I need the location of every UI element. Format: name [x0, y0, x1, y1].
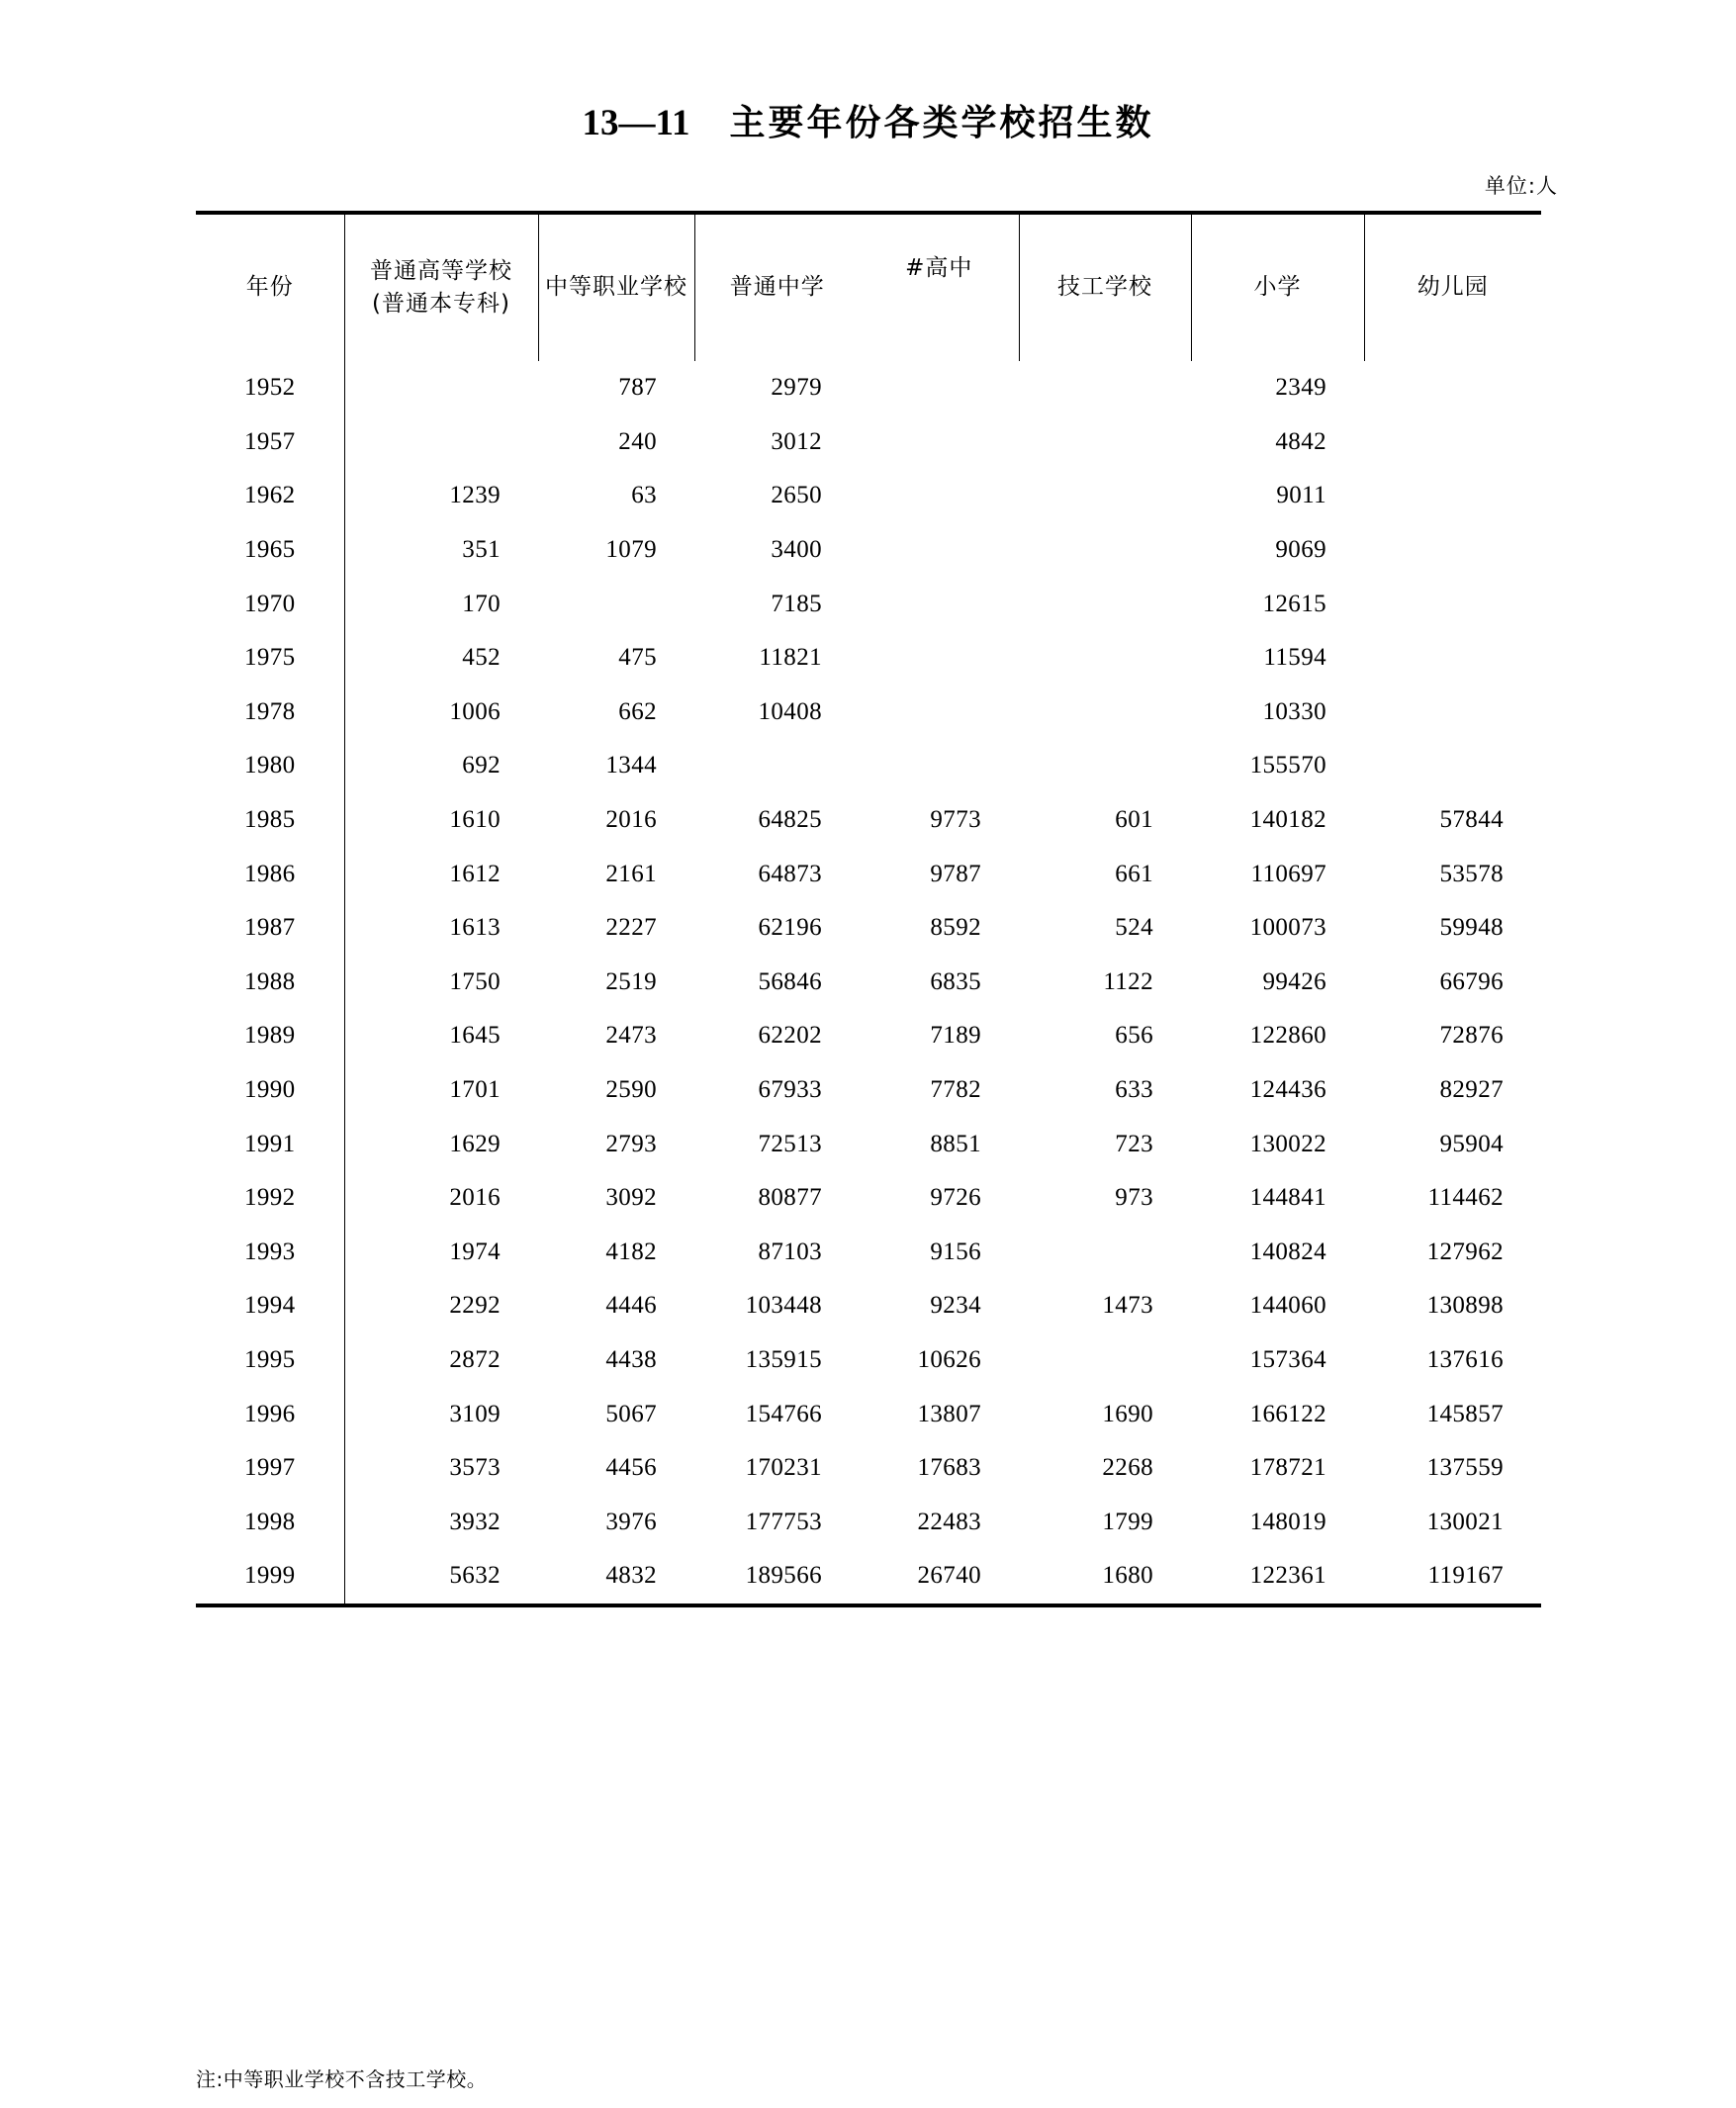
table-cell-primary: 178721	[1249, 1454, 1326, 1482]
table-cell-primary: 9011	[1276, 482, 1326, 509]
table-cell-kindergarten	[1364, 739, 1541, 793]
table-cell-kindergarten: 145857	[1426, 1400, 1504, 1427]
row-year-cell: 1998	[196, 1495, 344, 1549]
table-cell-middle: 87103	[758, 1237, 822, 1265]
table-cell-primary: 144060	[1249, 1292, 1326, 1320]
table-cell-vocational: 1344	[605, 752, 657, 779]
table-cell-vocational: 3976	[605, 1508, 657, 1535]
table-cell-kindergarten	[1364, 686, 1541, 740]
table-cell-higher: 2872	[449, 1345, 501, 1373]
table-cell-technical: 723	[1115, 1130, 1153, 1157]
table-cell-senior	[860, 523, 1019, 578]
table-cell-senior: 17683	[917, 1454, 981, 1482]
table-cell-middle: 64825	[758, 806, 822, 834]
column-header-kindergarten	[1364, 215, 1541, 361]
column-header-higher-line1: 普通高等学校	[370, 257, 512, 284]
table-footnote: 注:中等职业学校不含技工学校。	[196, 2067, 488, 2091]
table-cell-middle: 170231	[745, 1454, 822, 1482]
table-cell-higher: 2292	[449, 1292, 501, 1320]
table-row	[196, 1441, 1541, 1496]
table-cell-middle: 7185	[771, 590, 822, 617]
table-cell-middle: 62202	[758, 1022, 822, 1050]
table-cell-higher: 351	[462, 536, 501, 564]
table-cell-primary: 157364	[1249, 1345, 1326, 1373]
table-cell-technical: 1680	[1102, 1562, 1153, 1590]
table-cell-higher: 692	[462, 752, 501, 779]
row-year-cell: 1962	[196, 469, 344, 523]
table-cell-higher: 3573	[449, 1454, 501, 1482]
row-year-cell: 1978	[196, 686, 344, 740]
row-year-cell: 1965	[196, 523, 344, 578]
table-title: 主要年份各类学校招生数	[729, 103, 1154, 143]
table-cell-kindergarten	[1364, 577, 1541, 631]
table-row	[196, 523, 1541, 578]
table-cell-kindergarten: 95904	[1439, 1130, 1504, 1157]
column-header-higher-line2: (普通本专科)	[372, 291, 510, 317]
table-cell-vocational: 4182	[605, 1237, 657, 1265]
table-cell-kindergarten: 137559	[1426, 1454, 1504, 1482]
table-cell-senior: 9156	[930, 1237, 981, 1265]
table-cell-middle: 2650	[771, 482, 822, 509]
table-cell-senior	[860, 686, 1019, 740]
table-cell-senior: 26740	[917, 1562, 981, 1590]
table-cell-kindergarten: 53578	[1439, 860, 1504, 887]
table-body	[196, 361, 1541, 1604]
table-cell-vocational: 4832	[605, 1562, 657, 1590]
table-cell-vocational: 63	[631, 482, 657, 509]
table-cell-primary: 12615	[1262, 590, 1326, 617]
table-cell-primary: 4842	[1275, 427, 1326, 455]
column-header-middle-school-label: 普通中学	[729, 274, 825, 301]
table-cell-middle: 67933	[758, 1076, 822, 1104]
table-cell-kindergarten	[1364, 523, 1541, 578]
table-cell-vocational: 2793	[605, 1130, 657, 1157]
row-year-cell: 1997	[196, 1441, 344, 1496]
table-row	[196, 1495, 1541, 1549]
table-cell-higher: 1750	[449, 967, 501, 995]
table-cell-senior: 22483	[917, 1508, 981, 1535]
row-year-cell: 1990	[196, 1063, 344, 1118]
table-cell-technical: 1690	[1102, 1400, 1153, 1427]
table-row	[196, 1171, 1541, 1226]
table-cell-vocational: 2016	[605, 806, 657, 834]
table-cell-kindergarten: 72876	[1439, 1022, 1504, 1050]
table-cell-senior	[860, 361, 1019, 415]
row-year-cell: 1992	[196, 1171, 344, 1226]
table-cell-middle: 154766	[745, 1400, 822, 1427]
table-cell-primary: 144841	[1249, 1184, 1326, 1212]
row-year-cell: 1980	[196, 739, 344, 793]
table-cell-primary: 9069	[1275, 536, 1326, 564]
statistics-table	[196, 215, 1541, 1604]
row-year-cell: 1970	[196, 577, 344, 631]
table-cell-kindergarten: 57844	[1439, 806, 1504, 834]
table-cell-technical	[1019, 523, 1191, 578]
table-row	[196, 686, 1541, 740]
table-cell-higher: 1629	[449, 1130, 501, 1157]
table-cell-higher: 452	[462, 644, 501, 672]
table-cell-senior	[860, 415, 1019, 470]
table-cell-kindergarten: 127962	[1426, 1237, 1504, 1265]
table-cell-kindergarten	[1364, 631, 1541, 686]
row-year-cell: 1975	[196, 631, 344, 686]
table-number: 13—11	[582, 103, 690, 143]
table-cell-technical	[1019, 361, 1191, 415]
table-cell-primary: 2349	[1275, 374, 1326, 402]
table-row	[196, 1333, 1541, 1388]
table-cell-primary: 166122	[1249, 1400, 1326, 1427]
table-cell-middle: 10408	[758, 697, 822, 725]
row-year-cell: 1988	[196, 956, 344, 1010]
table-cell-kindergarten	[1364, 469, 1541, 523]
table-row	[196, 1009, 1541, 1063]
table-cell-kindergarten: 66796	[1439, 967, 1504, 995]
table-cell-higher: 1006	[449, 697, 501, 725]
row-year-cell: 1994	[196, 1279, 344, 1333]
table-row	[196, 847, 1541, 901]
table-row	[196, 1387, 1541, 1441]
table-cell-primary: 122860	[1249, 1022, 1326, 1050]
table-row	[196, 469, 1541, 523]
table-cell-vocational: 2227	[605, 914, 657, 942]
table-cell-vocational: 662	[618, 697, 657, 725]
column-header-kindergarten-label: 幼儿园	[1416, 274, 1489, 301]
table-cell-middle: 103448	[745, 1292, 822, 1320]
table-cell-higher: 1610	[449, 806, 501, 834]
table-cell-senior: 8592	[930, 914, 981, 942]
table-row	[196, 793, 1541, 848]
column-header-primary-label: 小学	[1253, 274, 1302, 301]
table-cell-vocational: 4438	[605, 1345, 657, 1373]
table-cell-vocational: 2473	[605, 1022, 657, 1050]
table-cell-senior	[860, 577, 1019, 631]
table-cell-higher: 1612	[449, 860, 501, 887]
table-cell-kindergarten: 130898	[1426, 1292, 1504, 1320]
statistics-table-wrapper	[196, 211, 1541, 1607]
table-cell-higher: 1645	[449, 1022, 501, 1050]
table-cell-technical: 524	[1115, 914, 1153, 942]
table-cell-higher: 2016	[449, 1184, 501, 1212]
table-cell-senior	[860, 631, 1019, 686]
table-row	[196, 1279, 1541, 1333]
table-cell-primary: 100073	[1249, 914, 1326, 942]
table-cell-higher: 3932	[449, 1508, 501, 1535]
table-cell-vocational: 240	[618, 427, 657, 455]
table-header-row	[196, 215, 1541, 361]
table-cell-senior: 7782	[930, 1076, 981, 1104]
table-cell-higher: 1239	[449, 482, 501, 509]
table-cell-middle: 189566	[745, 1562, 822, 1590]
table-cell-primary: 140182	[1249, 806, 1326, 834]
table-cell-technical	[1019, 577, 1191, 631]
row-year-cell: 1995	[196, 1333, 344, 1388]
table-cell-middle: 2979	[771, 374, 822, 402]
table-cell-higher: 5632	[449, 1562, 501, 1590]
table-cell-kindergarten: 119167	[1427, 1562, 1504, 1590]
column-header-senior-high	[860, 215, 1019, 361]
table-cell-middle: 177753	[745, 1508, 822, 1535]
table-cell-higher: 1701	[449, 1076, 501, 1104]
table-row	[196, 415, 1541, 470]
table-cell-technical	[1019, 739, 1191, 793]
table-cell-technical	[1019, 631, 1191, 686]
table-cell-primary: 122361	[1249, 1562, 1326, 1590]
table-cell-senior: 8851	[930, 1130, 981, 1157]
table-cell-higher	[344, 415, 538, 470]
table-cell-kindergarten: 137616	[1426, 1345, 1504, 1373]
row-year-cell: 1957	[196, 415, 344, 470]
table-cell-senior: 7189	[930, 1022, 981, 1050]
table-cell-vocational: 2590	[605, 1076, 657, 1104]
unit-label: 单位:人	[1484, 174, 1558, 198]
table-cell-higher: 170	[462, 590, 501, 617]
table-cell-kindergarten: 59948	[1439, 914, 1504, 942]
table-cell-primary: 148019	[1249, 1508, 1326, 1535]
table-cell-higher: 3109	[449, 1400, 501, 1427]
table-cell-technical: 633	[1115, 1076, 1153, 1104]
table-row	[196, 739, 1541, 793]
table-cell-vocational: 4446	[605, 1292, 657, 1320]
column-header-senior-high-label: #高中	[905, 255, 973, 282]
table-cell-primary: 130022	[1249, 1130, 1326, 1157]
table-cell-technical: 973	[1115, 1184, 1153, 1212]
table-row	[196, 1063, 1541, 1118]
column-header-technical-label: 技工学校	[1057, 274, 1152, 301]
row-year-cell: 1993	[196, 1226, 344, 1280]
table-row	[196, 1549, 1541, 1604]
table-cell-higher	[344, 361, 538, 415]
table-row	[196, 1117, 1541, 1171]
column-header-vocational-label: 中等职业学校	[545, 274, 687, 301]
table-cell-senior: 9787	[930, 860, 981, 887]
table-cell-senior: 10626	[917, 1345, 981, 1373]
table-cell-senior: 9726	[930, 1184, 981, 1212]
table-cell-primary: 10330	[1262, 697, 1326, 725]
row-year-cell: 1996	[196, 1387, 344, 1441]
table-cell-senior: 6835	[930, 967, 981, 995]
column-header-technical	[1019, 215, 1191, 361]
row-year-cell: 1999	[196, 1549, 344, 1604]
table-row	[196, 577, 1541, 631]
table-cell-middle: 80877	[758, 1184, 822, 1212]
column-header-year	[196, 215, 344, 361]
table-cell-vocational: 475	[618, 644, 657, 672]
table-cell-vocational: 787	[618, 374, 657, 402]
table-cell-middle: 3400	[771, 536, 822, 564]
table-row	[196, 361, 1541, 415]
table-row	[196, 956, 1541, 1010]
table-cell-senior	[860, 739, 1019, 793]
table-cell-vocational: 3092	[605, 1184, 657, 1212]
table-cell-vocational: 1079	[605, 536, 657, 564]
row-year-cell: 1989	[196, 1009, 344, 1063]
table-cell-kindergarten	[1364, 415, 1541, 470]
row-year-cell: 1985	[196, 793, 344, 848]
table-header	[196, 215, 1541, 361]
table-cell-kindergarten	[1364, 361, 1541, 415]
table-cell-vocational: 5067	[605, 1400, 657, 1427]
table-cell-technical: 656	[1115, 1022, 1153, 1050]
table-cell-middle: 64873	[758, 860, 822, 887]
table-cell-middle: 62196	[758, 914, 822, 942]
unit-label-row	[0, 170, 1736, 200]
table-cell-middle: 11821	[759, 644, 822, 672]
table-cell-technical	[1019, 686, 1191, 740]
table-cell-technical: 601	[1115, 806, 1153, 834]
table-cell-technical: 1473	[1102, 1292, 1153, 1320]
table-cell-vocational: 2519	[605, 967, 657, 995]
table-cell-primary: 99426	[1262, 967, 1326, 995]
table-cell-technical: 661	[1115, 860, 1153, 887]
table-cell-middle: 72513	[758, 1130, 822, 1157]
table-cell-senior: 9234	[930, 1292, 981, 1320]
table-cell-middle: 56846	[758, 967, 822, 995]
table-cell-technical	[1019, 1333, 1191, 1388]
table-cell-primary: 110697	[1250, 860, 1326, 887]
table-cell-technical: 1122	[1103, 967, 1153, 995]
table-cell-kindergarten: 130021	[1426, 1508, 1504, 1535]
table-cell-higher: 1613	[449, 914, 501, 942]
table-cell-technical	[1019, 415, 1191, 470]
table-bottom-rule	[196, 1604, 1541, 1607]
column-header-middle-school	[694, 215, 860, 361]
row-year-cell: 1986	[196, 847, 344, 901]
row-year-cell: 1987	[196, 901, 344, 956]
table-cell-middle: 3012	[771, 427, 822, 455]
table-row	[196, 1226, 1541, 1280]
column-header-primary	[1191, 215, 1364, 361]
table-cell-technical: 2268	[1102, 1454, 1153, 1482]
table-cell-senior	[860, 469, 1019, 523]
table-cell-middle	[694, 739, 860, 793]
column-header-higher-education	[344, 215, 538, 361]
row-year-cell: 1991	[196, 1117, 344, 1171]
column-header-year-label: 年份	[245, 274, 294, 301]
table-cell-vocational: 4456	[605, 1454, 657, 1482]
table-cell-technical	[1019, 469, 1191, 523]
table-cell-primary: 140824	[1249, 1237, 1326, 1265]
table-cell-senior: 13807	[917, 1400, 981, 1427]
table-cell-primary: 124436	[1249, 1076, 1326, 1104]
table-row	[196, 631, 1541, 686]
column-header-vocational	[538, 215, 694, 361]
table-cell-senior: 9773	[930, 806, 981, 834]
table-cell-kindergarten: 114462	[1427, 1184, 1504, 1212]
table-cell-vocational	[538, 577, 694, 631]
table-cell-vocational: 2161	[605, 860, 657, 887]
table-cell-technical	[1019, 1226, 1191, 1280]
table-row	[196, 901, 1541, 956]
table-cell-higher: 1974	[449, 1237, 501, 1265]
table-cell-primary: 11594	[1263, 644, 1326, 672]
table-cell-middle: 135915	[745, 1345, 822, 1373]
page-title	[0, 95, 1736, 145]
table-cell-technical: 1799	[1102, 1508, 1153, 1535]
table-cell-primary: 155570	[1249, 752, 1326, 779]
table-cell-kindergarten: 82927	[1439, 1076, 1504, 1104]
row-year-cell: 1952	[196, 361, 344, 415]
